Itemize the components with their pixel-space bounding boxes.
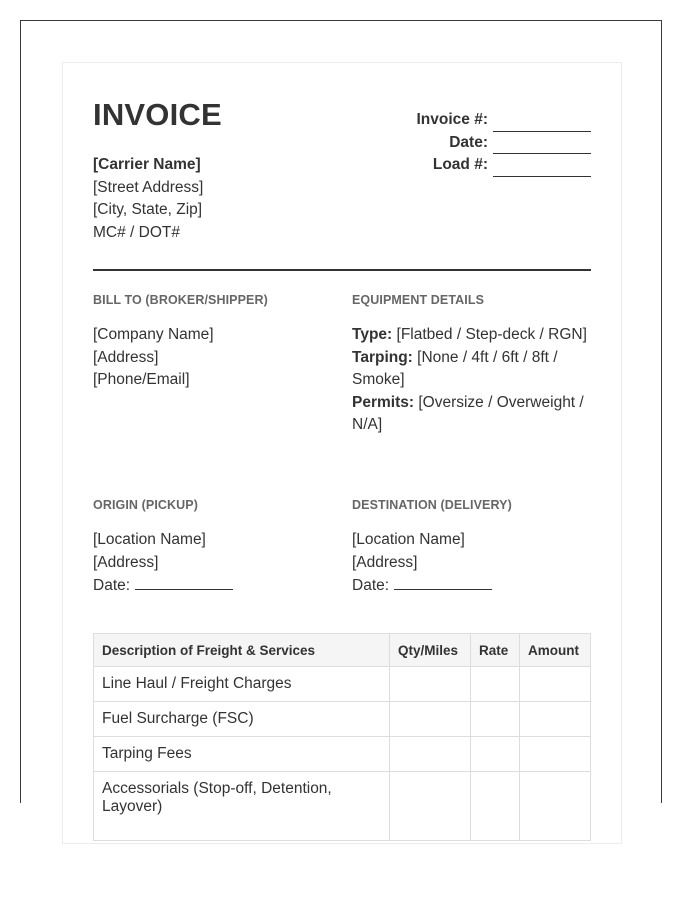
rate-cell[interactable] (471, 772, 520, 841)
amount-cell[interactable] (520, 702, 591, 737)
amount-cell[interactable] (520, 737, 591, 772)
equipment-permits-value: [Oversize / Overweight / N/A] (352, 393, 584, 433)
origin-address: [Address] (93, 553, 159, 571)
table-row (94, 772, 591, 841)
services-table (93, 633, 591, 841)
invoice-meta (417, 109, 592, 177)
table-row (94, 702, 591, 737)
equipment-type-label: Type: (352, 326, 393, 343)
amount-cell[interactable] (520, 772, 591, 841)
equipment-permits (352, 392, 588, 437)
destination-date-field[interactable] (394, 574, 492, 590)
origin-date-label: Date: (93, 577, 131, 594)
carrier-city: [City, State, Zip] (93, 201, 203, 218)
bill-to-company: [Company Name] (93, 326, 214, 343)
equipment-tarping-label: Tarping: (352, 348, 413, 366)
document-viewport (20, 20, 662, 815)
table-row (94, 667, 591, 702)
amount-cell[interactable] (520, 667, 591, 702)
description-cell: Fuel Surcharge (FSC) (94, 702, 390, 737)
equipment-heading: EQUIPMENT DETAILS (352, 293, 485, 307)
invoice-page (62, 62, 622, 844)
rate-cell[interactable] (471, 702, 520, 737)
destination-date-label: Date: (352, 577, 390, 594)
load-number-field[interactable] (493, 161, 591, 177)
equipment-type-value: [Flatbed / Step-deck / RGN] (396, 326, 587, 343)
equipment-type (352, 324, 588, 347)
destination-date (352, 574, 588, 598)
load-number-row (417, 154, 592, 177)
bill-to-details (93, 324, 323, 392)
bill-to-heading: BILL TO (BROKER/SHIPPER) (93, 293, 268, 307)
rate-cell[interactable] (471, 737, 520, 772)
column-header-rate: Rate (471, 634, 520, 667)
carrier-street: [Street Address] (93, 178, 204, 196)
header-divider (93, 269, 591, 271)
invoice-date-field[interactable] (493, 138, 591, 154)
invoice-number-row (417, 109, 592, 132)
origin-location: [Location Name] (93, 531, 206, 548)
equipment-details (352, 324, 588, 437)
equipment-permits-label: Permits: (352, 393, 415, 411)
carrier-info (93, 154, 203, 244)
column-header-qty: Qty/Miles (390, 634, 471, 667)
column-header-description: Description of Freight & Services (94, 634, 390, 667)
description-cell: Accessorials (Stop-off, Detention, Layover) (94, 772, 390, 841)
carrier-name: [Carrier Name] (93, 156, 201, 173)
equipment-tarping-value: [None / 4ft / 6ft / 8ft / Smoke] (352, 348, 558, 388)
rate-cell[interactable] (471, 667, 520, 702)
invoice-date-row (417, 132, 592, 155)
qty-cell[interactable] (390, 737, 471, 772)
table-row (94, 737, 591, 772)
invoice-number-label: Invoice #: (416, 111, 488, 128)
invoice-number-field[interactable] (493, 116, 591, 132)
destination-details (352, 529, 588, 598)
load-number-label: Load #: (432, 156, 488, 173)
origin-date (93, 574, 323, 598)
qty-cell[interactable] (390, 667, 471, 702)
destination-address: [Address] (352, 553, 418, 571)
qty-cell[interactable] (390, 702, 471, 737)
destination-location: [Location Name] (352, 531, 465, 548)
origin-heading: ORIGIN (PICKUP) (93, 498, 198, 512)
carrier-mc-dot: MC# / DOT# (93, 223, 180, 241)
origin-date-field[interactable] (135, 574, 233, 590)
invoice-date-label: Date: (449, 133, 488, 151)
description-cell: Line Haul / Freight Charges (94, 667, 390, 702)
origin-details (93, 529, 323, 598)
bill-to-contact: [Phone/Email] (93, 371, 190, 388)
table-header-row (94, 634, 591, 667)
description-cell: Tarping Fees (94, 737, 390, 772)
destination-heading: DESTINATION (DELIVERY) (352, 498, 512, 512)
column-header-amount: Amount (520, 634, 591, 667)
bill-to-address: [Address] (93, 348, 159, 366)
qty-cell[interactable] (390, 772, 471, 841)
equipment-tarping (352, 347, 588, 392)
invoice-title: INVOICE (93, 97, 222, 132)
